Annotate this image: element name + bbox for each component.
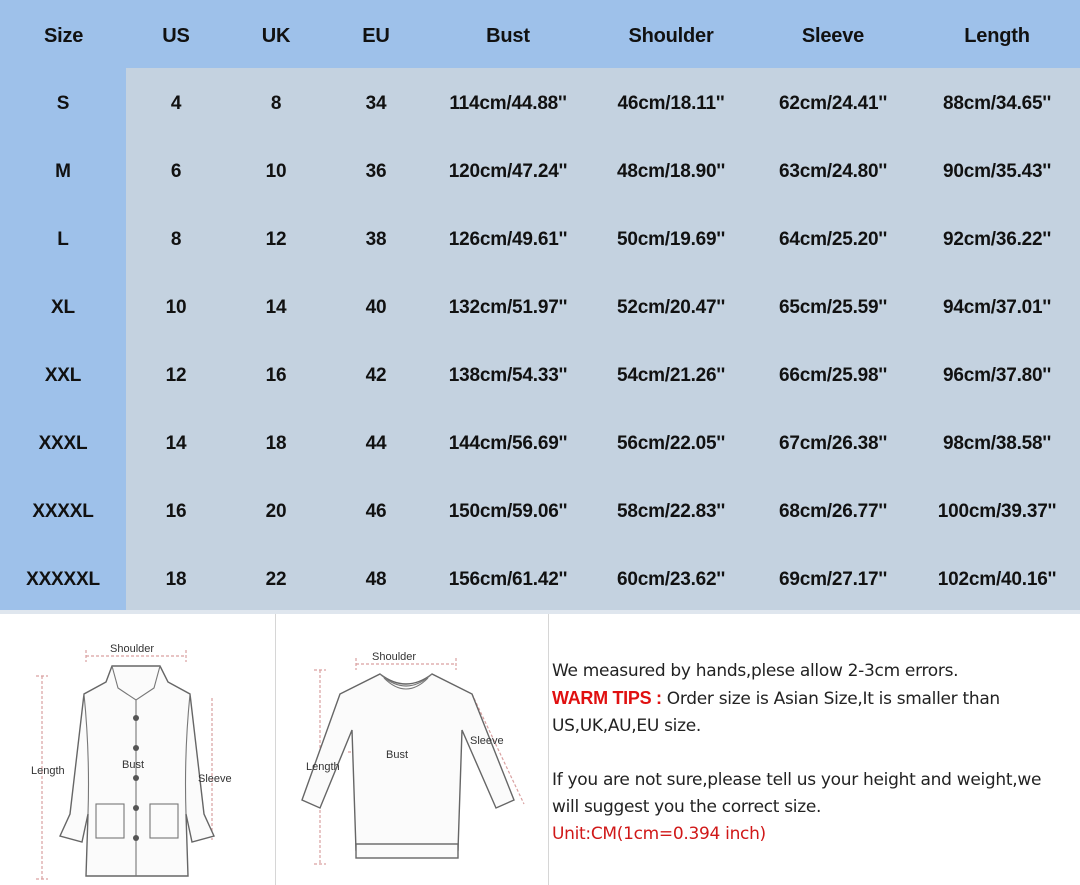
eu-cell: 34 — [365, 93, 387, 114]
length-cell: 98cm/38.58'' — [942, 433, 1052, 454]
jacket-bust-label: Bust — [122, 759, 145, 771]
sweater-sleeve-label: Sleeve — [470, 735, 504, 747]
table-row — [0, 206, 1080, 274]
header-us: US — [162, 24, 190, 47]
bust-cell: 150cm/59.06'' — [448, 501, 568, 522]
uk-cell: 20 — [265, 501, 287, 522]
sleeve-cell: 64cm/25.20'' — [778, 229, 888, 250]
header-size: Size — [44, 24, 84, 47]
uk-cell: 12 — [265, 229, 287, 250]
sleeve-cell: 67cm/26.38'' — [778, 433, 888, 454]
length-cell: 88cm/34.65'' — [942, 93, 1052, 114]
contact-note: If you are not sure,please tell us your height and weight,we — [552, 770, 1042, 790]
header-sleeve: Sleeve — [801, 24, 865, 47]
sleeve-cell: 62cm/24.41'' — [778, 93, 888, 114]
measurement-guide-panel — [0, 610, 1080, 885]
sleeve-cell: 66cm/25.98'' — [778, 365, 888, 386]
measure-note: We measured by hands,plese allow 2-3cm errors. — [552, 661, 959, 681]
length-cell: 102cm/40.16'' — [937, 569, 1057, 590]
sizing-notes — [552, 658, 1077, 848]
bust-cell: 144cm/56.69'' — [448, 433, 568, 454]
header-shoulder: Shoulder — [628, 24, 714, 47]
shoulder-cell: 58cm/22.83'' — [616, 501, 726, 522]
us-cell: 16 — [165, 501, 187, 522]
uk-cell: 22 — [265, 569, 287, 590]
eu-cell: 38 — [365, 229, 387, 250]
shoulder-cell: 60cm/23.62'' — [616, 569, 726, 590]
shoulder-cell: 54cm/21.26'' — [616, 365, 726, 386]
size-cell: XXXL — [38, 433, 88, 454]
uk-cell: 18 — [265, 433, 287, 454]
uk-cell: 10 — [265, 161, 287, 182]
us-cell: 12 — [165, 365, 187, 386]
bust-cell: 126cm/49.61'' — [448, 229, 568, 250]
contact-note-continuation: will suggest you the correct size. — [552, 797, 822, 817]
bust-cell: 132cm/51.97'' — [448, 297, 568, 318]
size-cell: XXL — [44, 365, 82, 386]
table-row — [0, 546, 1080, 614]
shoulder-cell: 52cm/20.47'' — [616, 297, 726, 318]
jacket-sleeve-label: Sleeve — [198, 773, 232, 785]
shoulder-cell: 48cm/18.90'' — [616, 161, 726, 182]
shoulder-cell: 50cm/19.69'' — [616, 229, 726, 250]
us-cell: 18 — [165, 569, 187, 590]
us-cell: 6 — [170, 161, 182, 182]
warm-tips-continuation: US,UK,AU,EU size. — [552, 716, 701, 736]
eu-cell: 46 — [365, 501, 387, 522]
length-cell: 100cm/39.37'' — [937, 501, 1057, 522]
size-cell: S — [56, 93, 70, 114]
warm-tips-label: WARM TIPS : — [552, 688, 662, 708]
header-length: Length — [964, 24, 1030, 47]
eu-cell: 48 — [365, 569, 387, 590]
sweater-illustration — [276, 614, 548, 885]
size-cell: M — [55, 161, 71, 182]
size-cell: XXXXL — [32, 501, 94, 522]
us-cell: 14 — [165, 433, 187, 454]
unit-note: Unit:CM(1cm=0.394 inch) — [552, 824, 766, 844]
jacket-measurement-figure — [0, 614, 275, 885]
sleeve-cell: 63cm/24.80'' — [778, 161, 888, 182]
size-cell: XL — [51, 297, 75, 318]
bust-cell: 156cm/61.42'' — [448, 569, 568, 590]
table-row — [0, 342, 1080, 410]
size-cell: XXXXXL — [26, 569, 100, 590]
shoulder-cell: 56cm/22.05'' — [616, 433, 726, 454]
jacket-illustration — [0, 614, 275, 885]
panel-divider — [548, 614, 549, 885]
table-row — [0, 478, 1080, 546]
sleeve-cell: 68cm/26.77'' — [778, 501, 888, 522]
length-cell: 90cm/35.43'' — [942, 161, 1052, 182]
shoulder-cell: 46cm/18.11'' — [617, 93, 725, 114]
sweater-length-label: Length — [306, 761, 340, 773]
header-uk: UK — [261, 24, 291, 47]
length-cell: 92cm/36.22'' — [942, 229, 1052, 250]
header-eu: EU — [362, 24, 390, 47]
eu-cell: 42 — [365, 365, 387, 386]
bust-cell: 120cm/47.24'' — [448, 161, 568, 182]
sweater-bust-label: Bust — [386, 749, 409, 761]
jacket-length-label: Length — [31, 765, 65, 777]
uk-cell: 16 — [265, 365, 287, 386]
us-cell: 4 — [170, 93, 182, 114]
table-row — [0, 274, 1080, 342]
sweater-shoulder-label: Shoulder — [372, 651, 417, 663]
header-bust: Bust — [486, 24, 530, 47]
table-row — [0, 410, 1080, 478]
length-cell: 94cm/37.01'' — [942, 297, 1052, 318]
jacket-shoulder-label: Shoulder — [110, 643, 155, 655]
uk-cell: 14 — [265, 297, 287, 318]
bust-cell: 114cm/44.88'' — [449, 93, 567, 114]
bust-cell: 138cm/54.33'' — [448, 365, 568, 386]
sleeve-cell: 65cm/25.59'' — [778, 297, 888, 318]
size-cell: L — [57, 229, 69, 250]
us-cell: 10 — [165, 297, 187, 318]
length-cell: 96cm/37.80'' — [942, 365, 1052, 386]
warm-tips-text: Order size is Asian Size,It is smaller than — [661, 689, 1000, 709]
uk-cell: 8 — [270, 93, 282, 114]
table-header-row — [0, 2, 1080, 70]
table-row — [0, 138, 1080, 206]
sweater-measurement-figure — [276, 614, 548, 885]
sleeve-cell: 69cm/27.17'' — [778, 569, 888, 590]
table-row — [0, 70, 1080, 138]
eu-cell: 36 — [365, 161, 387, 182]
us-cell: 8 — [170, 229, 182, 250]
eu-cell: 44 — [365, 433, 387, 454]
eu-cell: 40 — [365, 297, 387, 318]
warm-tips-line — [552, 685, 1077, 713]
